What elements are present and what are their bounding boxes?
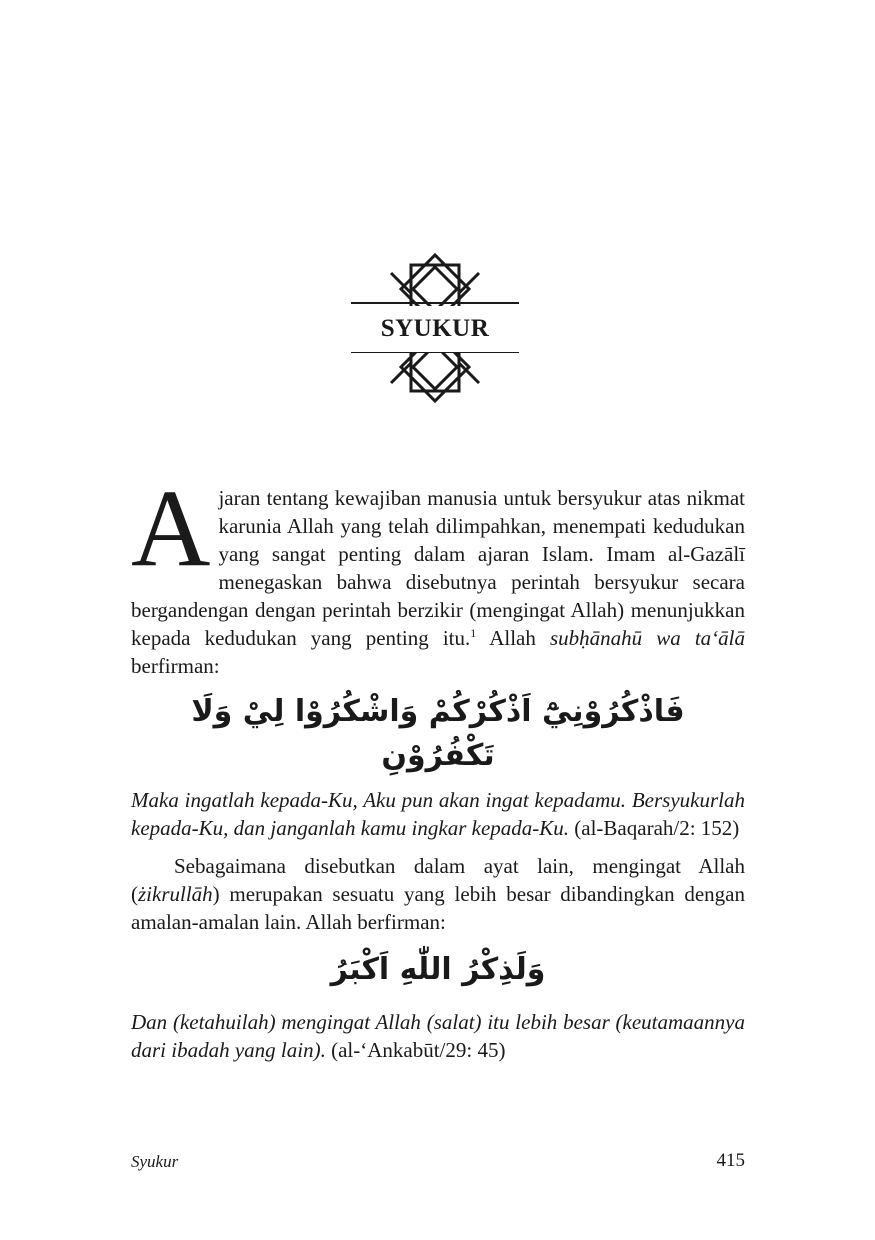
- intro-end: berfirman:: [131, 654, 220, 678]
- intro-tail: Allah: [476, 626, 550, 650]
- term-zikrullah: żikrullāh: [138, 882, 213, 906]
- drop-cap: A: [131, 467, 211, 589]
- running-title: Syukur: [131, 1152, 179, 1171]
- paragraph-intro: [131, 467, 745, 680]
- translation-1: [131, 786, 745, 842]
- second-end: ) merupakan sesuatu yang lebih besar dibandingkan dengan amalan-amalan lain. Allah berfirman:: [131, 882, 745, 934]
- quran-verse-1: فَاذْكُرُوْنِيْٓ اَذْكُرْكُمْ وَاشْكُرُوْا لِيْ وَلَا تَكْفُرُوْنِ: [191, 694, 685, 773]
- paragraph-second: [131, 852, 745, 936]
- quran-verse-2: وَلَذِكْرُ اللّٰهِ اَكْبَرُ: [330, 952, 546, 987]
- page-body: [131, 467, 745, 1064]
- translation-1-text: Maka ingatlah kepada-Ku, Aku pun akan ingat kepadamu. Bersyukurlah kepada-Ku, dan janganlah kamu ingkar kepada-Ku.: [131, 788, 745, 840]
- second-start: Sebagaimana disebutkan dalam ayat lain, mengingat Allah (: [131, 854, 745, 906]
- translation-2-text: Dan (ketahuilah) mengingat Allah (salat) itu lebih besar (keutamaannya dari ibadah yang lain).: [131, 1010, 745, 1062]
- honorific: subḥānahū wa ta‘ālā: [549, 626, 745, 650]
- intro-text: jaran tentang kewajiban manusia untuk bersyukur atas nikmat karunia Allah yang telah dilimpahkan, menempati kedudukan yang sangat penting dalam ajaran Islam. Imam al-Gazālī menegaskan bahwa disebutnya perintah bersyukur secara bergandengan dengan perintah berzikir (mengingat Allah) menunjukkan kepada kedudukan yang penting itu.: [131, 486, 745, 650]
- verse-reference-2: (al-‘Ankabūt/29: 45): [325, 1038, 506, 1062]
- verse-reference-1: (al-Baqarah/2: 152): [569, 816, 740, 840]
- footnote-marker[interactable]: 1: [470, 626, 477, 640]
- page-number: 415: [716, 1150, 745, 1171]
- chapter-title: SYUKUR: [351, 306, 519, 352]
- translation-2: [131, 1008, 745, 1064]
